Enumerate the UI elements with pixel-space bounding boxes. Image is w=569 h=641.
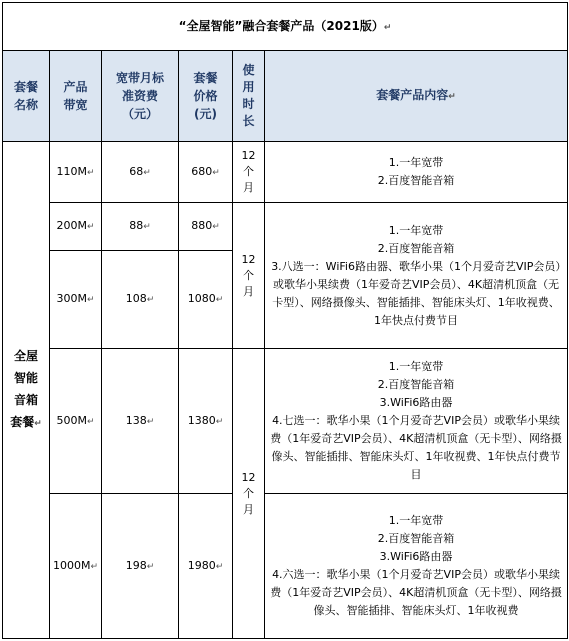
duration-cell: 12 个 月	[233, 203, 265, 349]
package-category: 全屋 智能 音箱 套餐↵	[3, 142, 50, 639]
fee-cell: 68↵	[102, 142, 179, 203]
table-row	[3, 203, 568, 251]
header-duration: 使 用 时 长	[233, 51, 265, 142]
price-cell: 1980↵	[179, 494, 233, 639]
header-row	[3, 51, 568, 142]
bandwidth-cell: 200M↵	[50, 203, 102, 251]
price-cell: 1080↵	[179, 251, 233, 349]
content-cell: 1.一年宽带 2.百度智能音箱 3.WiFi6路由器 4.七选一：歌华小果（1个月爱奇艺VIP会员）或歌华小果续费（1年爱奇艺VIP会员）、4K超清机顶盒（无卡型）、网络摄像头、智能插排、智能床头灯、1年收视费、1年快点付费节目	[265, 349, 568, 494]
content-cell: 1.一年宽带 2.百度智能音箱 3.WiFi6路由器 4.六选一：歌华小果（1个月爱奇艺VIP会员）或歌华小果续费（1年爱奇艺VIP会员）、4K超清机顶盒（无卡型）、网络摄像头、智能插排、智能床头灯、1年收视费	[265, 494, 568, 639]
header-monthly-fee: 宽带月标 准资费 （元）	[102, 51, 179, 142]
bandwidth-cell: 110M↵	[50, 142, 102, 203]
header-content: 套餐产品内容↵	[265, 51, 568, 142]
table-title: “全屋智能”融合套餐产品（2021版）↵	[3, 3, 568, 51]
table-row	[3, 494, 568, 639]
duration-cell: 12 个 月	[233, 349, 265, 639]
bandwidth-cell: 500M↵	[50, 349, 102, 494]
content-cell: 1.一年宽带 2.百度智能音箱 3.八选一：WiFi6路由器、歌华小果（1个月爱奇艺VIP会员）或歌华小果续费（1年爱奇艺VIP会员）、4K超清机顶盒（无卡型）、网络摄像头、智能插排、智能床头灯、1年收视费、1年快点付费节目	[265, 203, 568, 349]
header-bandwidth: 产品 带宽	[50, 51, 102, 142]
header-package-name: 套餐 名称	[3, 51, 50, 142]
fee-cell: 88↵	[102, 203, 179, 251]
price-cell: 880↵	[179, 203, 233, 251]
fee-cell: 138↵	[102, 349, 179, 494]
fee-cell: 108↵	[102, 251, 179, 349]
price-cell: 680↵	[179, 142, 233, 203]
package-table	[2, 2, 568, 639]
fee-cell: 198↵	[102, 494, 179, 639]
table-row	[3, 349, 568, 494]
price-cell: 1380↵	[179, 349, 233, 494]
content-cell: 1.一年宽带 2.百度智能音箱	[265, 142, 568, 203]
table-row	[3, 142, 568, 203]
header-price: 套餐 价格 (元)	[179, 51, 233, 142]
bandwidth-cell: 300M↵	[50, 251, 102, 349]
bandwidth-cell: 1000M↵	[50, 494, 102, 639]
duration-cell: 12 个 月	[233, 142, 265, 203]
